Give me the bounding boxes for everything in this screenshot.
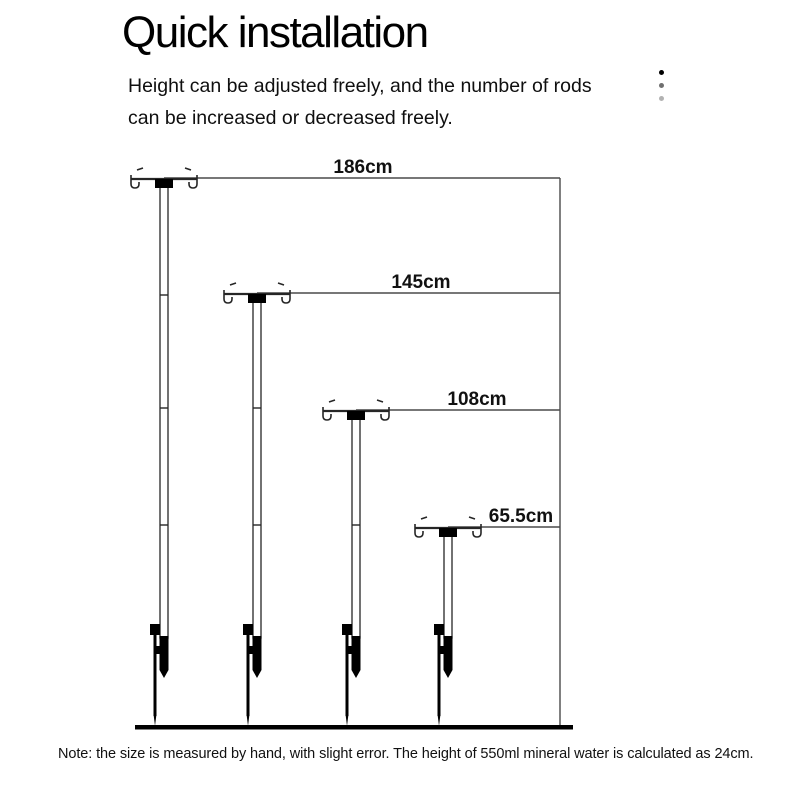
stake-point	[346, 714, 349, 726]
rod-height-label: 108cm	[447, 389, 507, 410]
left-hook-tip	[230, 283, 236, 285]
sleeve-point	[444, 670, 453, 678]
pole-clamp	[347, 411, 365, 420]
pole-sleeve	[444, 636, 453, 670]
rod-figure-108cm	[323, 389, 560, 726]
stake-point	[438, 714, 441, 726]
left-hook	[415, 524, 423, 537]
right-hook-tip	[377, 400, 383, 402]
stake-point	[154, 714, 157, 726]
rod-figure-145cm	[224, 272, 560, 726]
subtitle-line-2: can be increased or decreased freely.	[128, 107, 453, 129]
pole	[253, 296, 261, 638]
sleeve-point	[352, 670, 361, 678]
ground-line	[135, 725, 573, 730]
footer-note: Note: the size is measured by hand, with slight error. The height of 550ml mineral water is calculated as 24cm.	[58, 746, 754, 762]
pole-sleeve	[160, 636, 169, 670]
pole-clamp	[439, 528, 457, 537]
pole-sleeve	[352, 636, 361, 670]
left-hook-tip	[421, 517, 427, 519]
sleeve-point	[160, 670, 169, 678]
right-hook-tip	[278, 283, 284, 285]
subtitle-line-1: Height can be adjusted freely, and the number of rods	[128, 75, 592, 97]
left-hook	[323, 407, 331, 420]
page-title: Quick installation	[122, 8, 428, 57]
left-hook-tip	[137, 168, 143, 170]
sleeve-point	[253, 670, 262, 678]
left-hook	[224, 290, 232, 303]
rod-height-label: 186cm	[333, 157, 393, 178]
right-hook	[473, 524, 481, 537]
right-hook-tip	[469, 517, 475, 519]
rod-height-label: 145cm	[391, 272, 451, 293]
right-hook	[282, 290, 290, 303]
pole-sleeve	[253, 636, 262, 670]
rod-height-label: 65.5cm	[488, 506, 554, 527]
rod-figure-65.5cm	[415, 506, 560, 726]
left-hook-tip	[329, 400, 335, 402]
right-hook-tip	[185, 168, 191, 170]
left-hook	[131, 175, 139, 188]
pole-clamp	[248, 294, 266, 303]
pole-clamp	[155, 179, 173, 188]
right-hook	[381, 407, 389, 420]
stake-point	[247, 714, 250, 726]
right-hook	[189, 175, 197, 188]
pole	[444, 530, 452, 638]
pole	[160, 181, 168, 638]
